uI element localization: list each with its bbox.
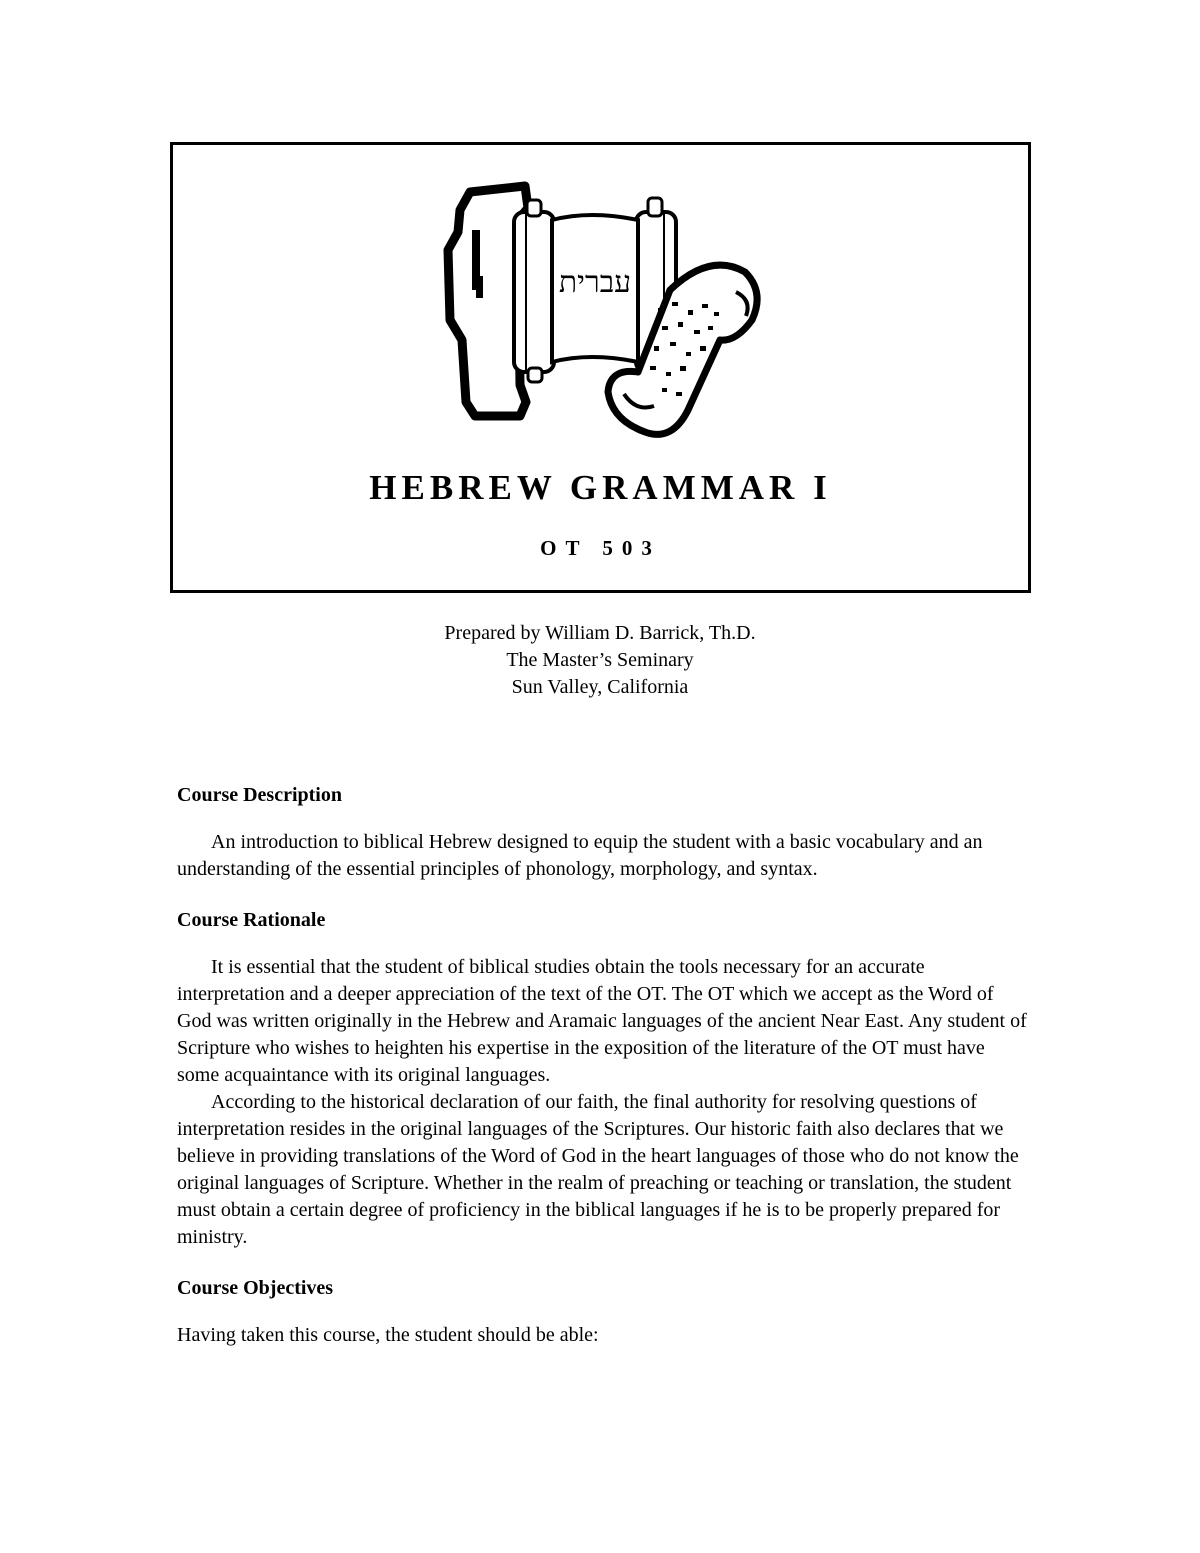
preparer-location: Sun Valley, California: [511, 676, 689, 698]
hebrew-logo-text: עברית: [558, 265, 632, 300]
torah-scroll-logo: [440, 180, 770, 445]
course-objectives-heading: Course Objectives: [177, 1277, 334, 1299]
course-description-text: An introduction to biblical Hebrew designed to equip the student with a basic vocabulary and an understanding of the essential principles of phonology, morphology, and syntax.: [177, 831, 983, 880]
preparer-name: Prepared by William D. Barrick, Th.D.: [444, 622, 756, 644]
course-code: OT 503: [540, 536, 661, 560]
course-objectives-intro: Having taken this course, the student should be able:: [177, 1324, 599, 1346]
course-rationale-heading: Course Rationale: [177, 909, 326, 931]
preparer-block: [0, 620, 1200, 701]
course-description-heading: Course Description: [177, 784, 342, 806]
course-rationale-paragraph-2: According to the historical declaration of our faith, the final authority for resolving questions of interpretation resides in the original languages of the Scriptures. Our historic faith also declares that we believe in providing translations of the Word of God in the heart languages of those who do not know the original languages of Scripture. Whether in the realm of preaching or teaching or translation, the student must obtain a certain degree of proficiency in the biblical languages if he is to be properly prepared for ministry.: [177, 1091, 1019, 1248]
course-title: HEBREW GRAMMAR I: [369, 468, 832, 507]
preparer-institution: The Master’s Seminary: [506, 649, 694, 671]
course-rationale-paragraph-1: It is essential that the student of biblical studies obtain the tools necessary for an accurate interpretation and a deeper appreciation of the text of the OT. The OT which we accept as the Word of God was written originally in the Hebrew and Aramaic languages of the ancient Near East. Any student of Scripture who wishes to heighten his expertise in the exposition of the literature of the OT must have some acquaintance with its original languages.: [177, 956, 1027, 1086]
document-body: [177, 782, 1027, 1349]
